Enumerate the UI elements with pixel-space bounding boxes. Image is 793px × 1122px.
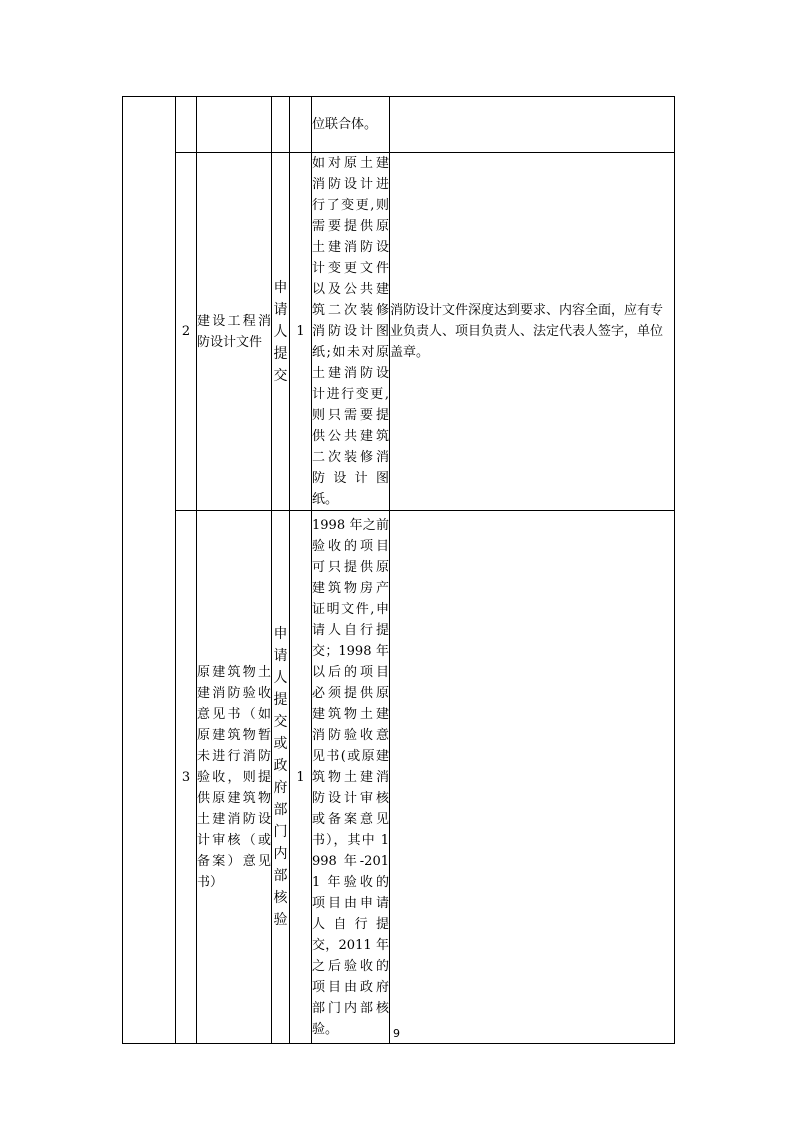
material-requirement bbox=[390, 97, 675, 153]
material-source: 申请人提交 bbox=[272, 153, 290, 511]
page-number: 9 bbox=[393, 1027, 400, 1040]
material-requirement: 消防设计文件深度达到要求、内容全面，应有专业负责人、项目负责人、法定代表人签字，单位盖章。 bbox=[390, 153, 675, 511]
material-description: 位联合体。 bbox=[312, 97, 390, 153]
row-number: 3 bbox=[176, 511, 197, 1044]
material-count: 1 bbox=[290, 153, 312, 511]
row-number bbox=[176, 97, 197, 153]
table-row bbox=[123, 153, 675, 511]
material-description: 如对原土建消防设计进行了变更,则需要提供原土建消防设计变更文件以及公共建筑二次装修消防设计图纸;如未对原土建消防设计进行变更,则只需要提供公共建筑二次装修消防设计图纸。 bbox=[312, 153, 390, 511]
material-count bbox=[290, 97, 312, 153]
material-name bbox=[197, 97, 272, 153]
materials-table bbox=[122, 96, 675, 1044]
material-description: 1998 年之前验收的项目可只提供原建筑物房产证明文件,申请人自行提交；1998 年以后的项目必须提供原建筑物土建消防验收意见书(或原建筑物土建消防设计审核或备案意见书），其中 1998 年-2011 年验收的项目由申请人自行提交，2011 年之后验收的项目由政府部门内部核验。 bbox=[312, 511, 390, 1044]
material-name: 建设工程消防设计文件 bbox=[197, 153, 272, 511]
material-name: 原建筑物土建消防验收意见书（如原建筑物暂未进行消防验收，则提供原建筑物土建消防设计审核（或备案）意见书） bbox=[197, 511, 272, 1044]
row-number: 2 bbox=[176, 153, 197, 511]
table-row bbox=[123, 511, 675, 1044]
material-source: 申请人提交或政府部门内部核验 bbox=[272, 511, 290, 1044]
category-cell bbox=[123, 97, 176, 1044]
material-requirement bbox=[390, 511, 675, 1044]
material-source bbox=[272, 97, 290, 153]
material-count: 1 bbox=[290, 511, 312, 1044]
table-row bbox=[123, 97, 675, 153]
